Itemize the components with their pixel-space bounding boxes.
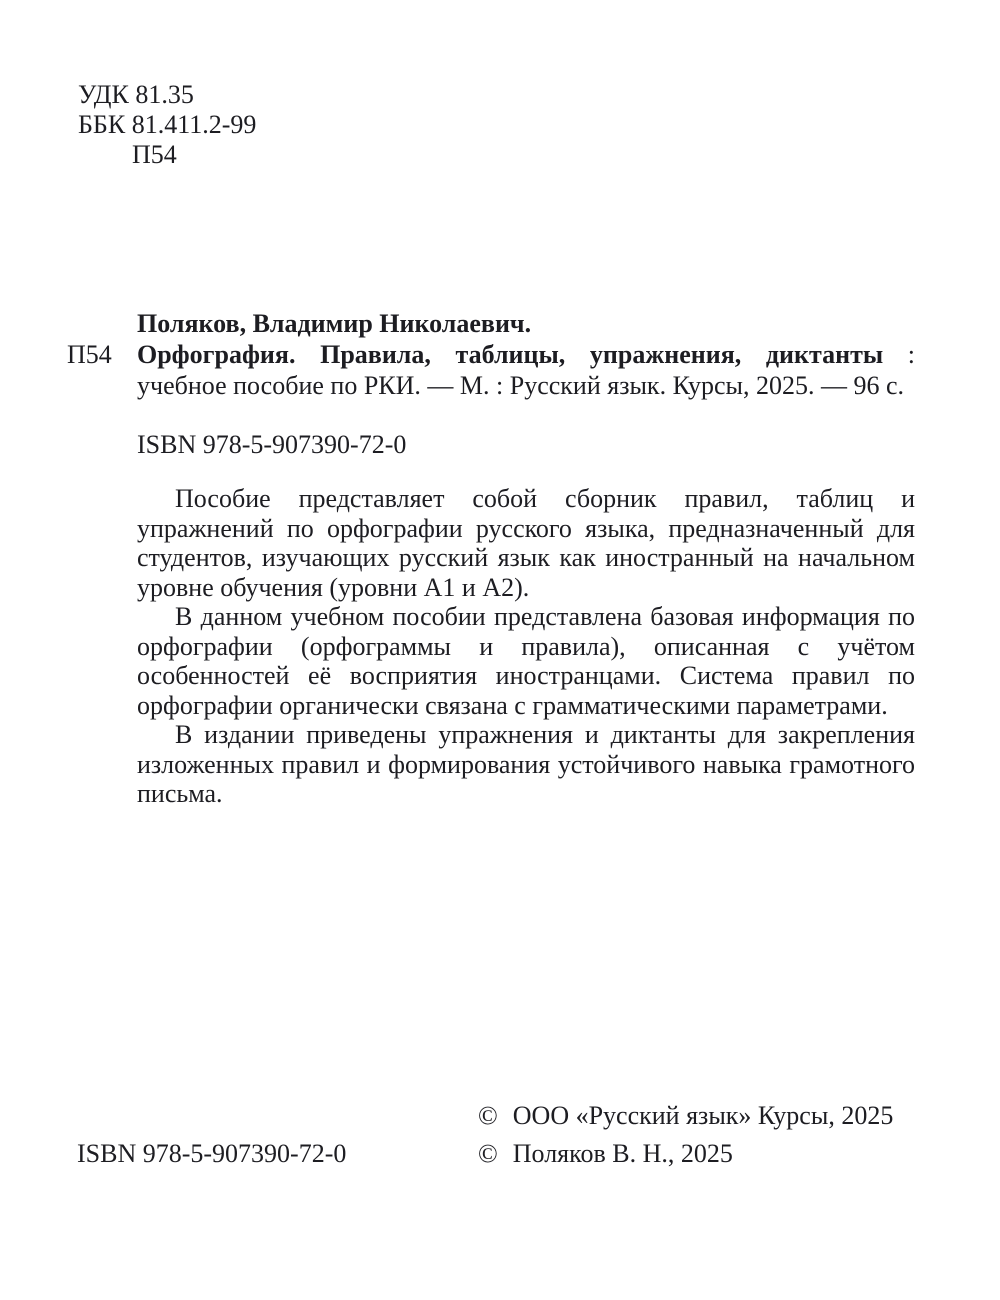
- annotation-paragraph-2: В данном учебном пособии представлена базовая информация по орфографии (орфограммы и правила), описанная с учётом особенностей её восприятия иностранцами. Система правил по орфографии органически связана с грамматическими параметрами.: [137, 602, 915, 720]
- author-sign: П54: [132, 140, 177, 169]
- catalog-entry: [67, 339, 915, 401]
- author-copyright-text: Поляков В. Н., 2025: [512, 1139, 733, 1168]
- publisher-copyright-line: [478, 1101, 893, 1131]
- copyright-sign: ©: [478, 1101, 498, 1130]
- classification-block: [78, 80, 256, 170]
- book-title-description: : учебное пособие по РКИ. — М. : Русский язык. Курсы, 2025. — 96 с.: [137, 340, 915, 400]
- catalog-entry-code: П54: [67, 340, 112, 369]
- isbn-bottom: ISBN 978-5-907390-72-0: [77, 1139, 347, 1168]
- catalog-author: Поляков, Владимир Николаевич.: [137, 309, 532, 338]
- annotation-paragraph-1: Пособие представляет собой сборник правил, таблиц и упражнений по орфографии русского языка, предназначенный для студентов, изучающих русский язык как иностранный на начальном уровне обучения (уровни А1 и А2).: [137, 484, 915, 602]
- author-copyright-line: [478, 1139, 733, 1169]
- annotation-block: [137, 484, 915, 809]
- annotation-paragraph-3: В издании приведены упражнения и диктанты для закрепления изложенных правил и формирования устойчивого навыка грамотного письма.: [137, 720, 915, 808]
- catalog-card: [67, 308, 915, 460]
- bbk-number: ББК 81.411.2-99: [78, 110, 257, 139]
- book-title: Орфография. Правила, таблицы, упражнения, диктанты: [137, 340, 884, 369]
- isbn-top: ISBN 978-5-907390-72-0: [137, 430, 407, 459]
- copyright-sign: ©: [478, 1139, 498, 1168]
- udc-number: УДК 81.35: [78, 80, 194, 109]
- publisher-copyright-text: ООО «Русский язык» Курсы, 2025: [512, 1101, 894, 1130]
